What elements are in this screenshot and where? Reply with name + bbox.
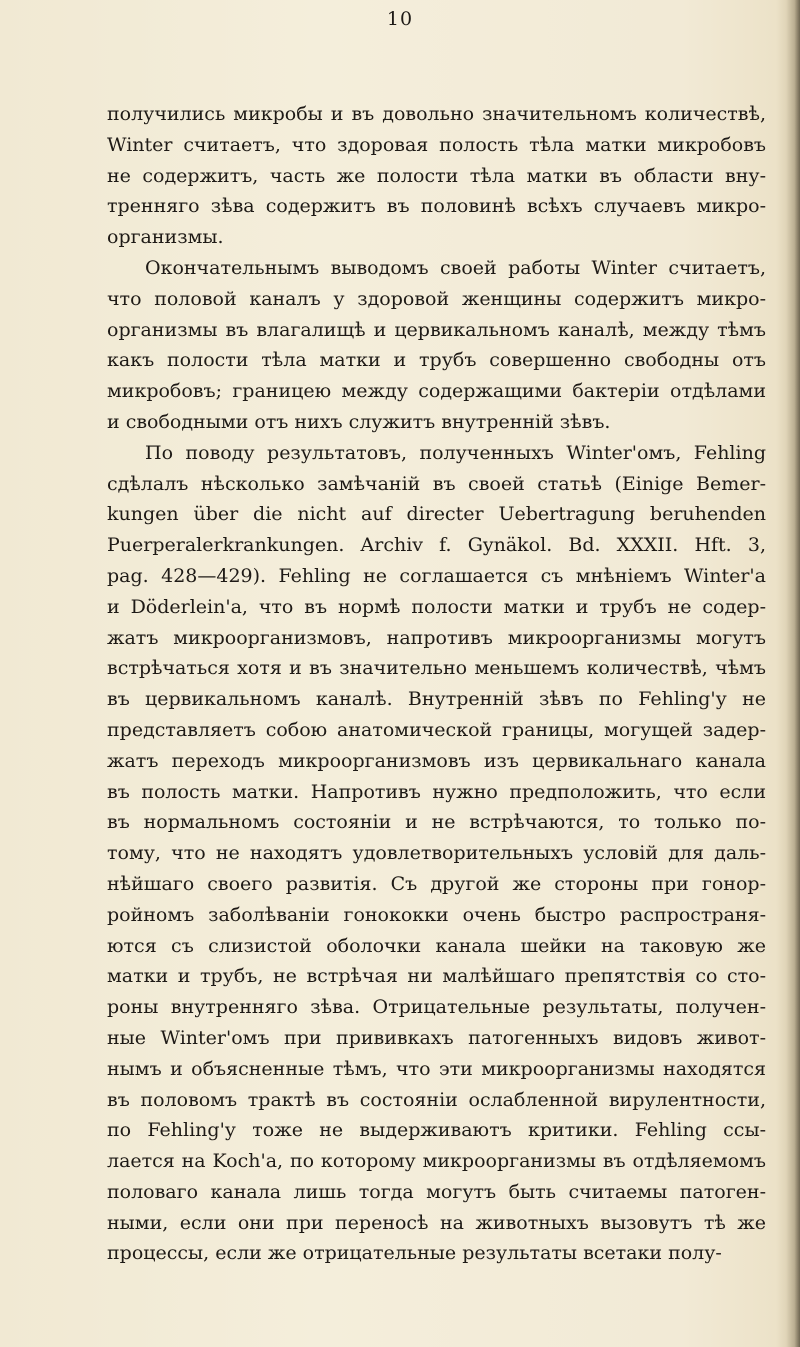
text-line: по Fehling'у тоже не выдерживаютъ критики. Fehling ссы- [107, 1119, 766, 1142]
text-line: организмы. [107, 226, 224, 249]
text-line: организмы въ влагалищѣ и цервикальномъ каналѣ, между тѣмъ [107, 318, 766, 341]
text-line: получились микробы и въ довольно значительномъ количествѣ, [107, 103, 766, 125]
text-line: какъ полости тѣла матки и трубъ совершенно свободны отъ [107, 349, 766, 372]
text-line: ройномъ заболѣваніи гонококки очень быстро распространя- [107, 903, 766, 926]
text-line: половаго канала лишь тогда могутъ быть считаемы патоген- [107, 1180, 766, 1203]
body-text [107, 99, 766, 1269]
paragraph [107, 253, 766, 438]
page-number: 10 [386, 8, 414, 30]
text-line: нѣйшаго своего развитія. Съ другой же стороны при гонор- [107, 872, 766, 895]
text-line: жатъ микроорганизмовъ, напротивъ микроорганизмы могутъ [107, 626, 766, 649]
text-line: Puerperalerkrankungen. Archiv f. Gynäkol. Bd. XXXII. Hft. 3, [107, 534, 766, 557]
text-line: ные Winter'омъ при прививкахъ патогенныхъ видовъ живот- [107, 1026, 766, 1049]
text-line: нымъ и объясненные тѣмъ, что эти микроорганизмы находятся [107, 1057, 766, 1080]
text-line: матки и трубъ, не встрѣчая ни малѣйшаго препятствія со сто- [107, 965, 766, 988]
text-line: pag. 428—429). Fehling не соглашается съ мнѣніемъ Winter'а [107, 564, 766, 587]
text-line: и свободными отъ нихъ служитъ внутренній зѣвъ. [107, 410, 611, 433]
text-line: сдѣлалъ нѣсколько замѣчаній въ своей статьѣ (Einige Bemer- [107, 472, 766, 495]
text-line: лается на Koch'а, по которому микроорганизмы въ отдѣляемомъ [107, 1150, 766, 1173]
text-line: Окончательнымъ выводомъ своей работы Winter считаетъ, [145, 256, 766, 279]
text-line: не содержитъ, часть же полости тѣла матки въ области вну- [107, 164, 766, 187]
text-line: въ нормальномъ состояніи и не встрѣчаются, то только по- [107, 811, 766, 834]
text-line: представляетъ собою анатомической границы, могущей задер- [107, 718, 766, 741]
text-line: микробовъ; границею между содержащими бактеріи отдѣлами [107, 380, 766, 403]
text-line: ными, если они при переносѣ на животныхъ вызовутъ тѣ же [107, 1211, 766, 1234]
paragraph [107, 99, 766, 253]
text-line: жатъ переходъ микроорганизмовъ изъ цервикальнаго канала [107, 749, 766, 772]
text-line: процессы, если же отрицательные результаты всетаки полу- [107, 1242, 722, 1265]
page-edge-shadow [786, 0, 800, 1347]
text-line: Winter считаетъ, что здоровая полость тѣла матки микробовъ [107, 133, 766, 156]
paragraph [107, 438, 766, 1270]
text-line: kungen über die nicht auf directer Uebertragung beruhenden [107, 503, 766, 526]
text-line: что половой каналъ у здоровой женщины содержитъ микро- [107, 287, 766, 310]
text-line: По поводу результатовъ, полученныхъ Winter'омъ, Fehling [145, 441, 766, 464]
text-line: и Döderlein'а, что въ нормѣ полости матки и трубъ не содер- [107, 595, 766, 618]
text-line: тому, что не находятъ удовлетворительныхъ условій для даль- [107, 842, 766, 865]
text-line: въ цервикальномъ каналѣ. Внутренній зѣвъ по Fehling'у не [107, 688, 766, 711]
text-line: тренняго зѣва содержитъ въ половинѣ всѣхъ случаевъ микро- [107, 195, 766, 218]
text-line: въ половомъ трактѣ въ состояніи ослабленной вирулентности, [107, 1088, 766, 1111]
text-line: роны внутренняго зѣва. Отрицательные результаты, получен- [107, 996, 766, 1019]
text-line: ются съ слизистой оболочки канала шейки на таковую же [107, 934, 766, 957]
text-line: встрѣчаться хотя и въ значительно меньшемъ количествѣ, чѣмъ [107, 657, 766, 680]
text-line: въ полость матки. Напротивъ нужно предположить, что если [107, 780, 766, 803]
